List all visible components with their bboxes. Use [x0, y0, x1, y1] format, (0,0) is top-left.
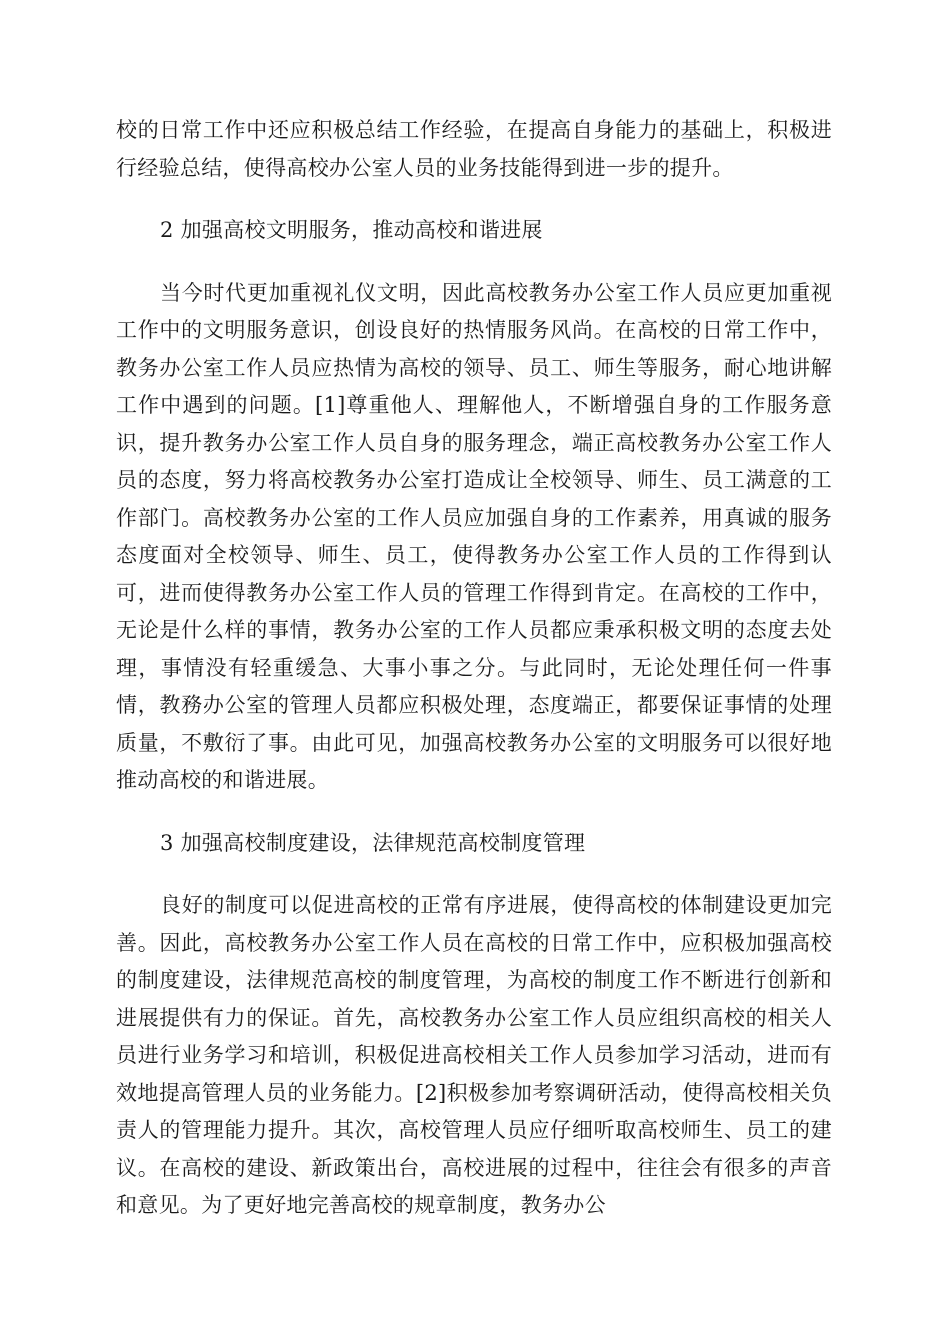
spacer: [116, 862, 832, 887]
document-page: [116, 112, 832, 1225]
spacer: [116, 800, 832, 825]
section-2-heading: 2 加强高校文明服务，推动高校和谐进展: [160, 218, 543, 242]
spacer: [116, 187, 832, 212]
section-3-body: 良好的制度可以促进高校的正常有序进展，使得高校的体制建设更加完善。因此，高校教务办公室工作人员在高校的日常工作中，应积极加强高校的制度建设，法律规范高校的制度管理，为高校的制度工作不断进行创新和进展提供有力的保证。首先，高校教务办公室工作人员应组织高校的相关人员进行业务学习和培训，积极促进高校相关工作人员参加学习活动，进而有效地提高管理人员的业务能力。[2]积极参加考察调研活动，使得高校相关负责人的管理能力提升。其次，高校管理人员应仔细听取高校师生、员工的建议。在高校的建设、新政策出台，高校进展的过程中，往往会有很多的声音和意见。为了更好地完善高校的规章制度，教务办公: [116, 893, 832, 1217]
lead-paragraph: 校的日常工作中还应积极总结工作经验，在提高自身能力的基础上，积极进行经验总结，使得高校办公室人员的业务技能得到进一步的提升。: [116, 118, 832, 180]
spacer: [116, 250, 832, 275]
section-3-heading: 3 加强高校制度建设，法律规范高校制度管理: [160, 830, 586, 855]
section-2-body: 当今时代更加重视礼仪文明，因此高校教务办公室工作人员应更加重视工作中的文明服务意识，创设良好的热情服务风尚。在高校的日常工作中，教务办公室工作人员应热情为高校的领导、员工、师生等服务，耐心地讲解工作中遇到的问题。[1]尊重他人、理解他人，不断增强自身的工作服务意识，提升教务办公室工作人员自身的服务理念，端正高校教务办公室工作人员的态度，努力将高校教务办公室打造成让全校领导、师生、员工满意的工作部门。高校教务办公室的工作人员应加强自身的工作素养，用真诚的服务态度面对全校领导、师生、员工，使得教务办公室工作人员的工作得到认可，进而使得教务办公室工作人员的管理工作得到肯定。在高校的工作中，无论是什么样的事情，教务办公室的工作人员都应秉承积极文明的态度去处理，事情没有轻重缓急、大事小事之分。与此同时，无论处理任何一件事情，教務办公室的管理人员都应积极处理，态度端正，都要保证事情的处理质量，不敷衍了事。由此可见，加强高校教务办公室的文明服务可以很好地推动高校的和谐进展。: [116, 280, 832, 792]
